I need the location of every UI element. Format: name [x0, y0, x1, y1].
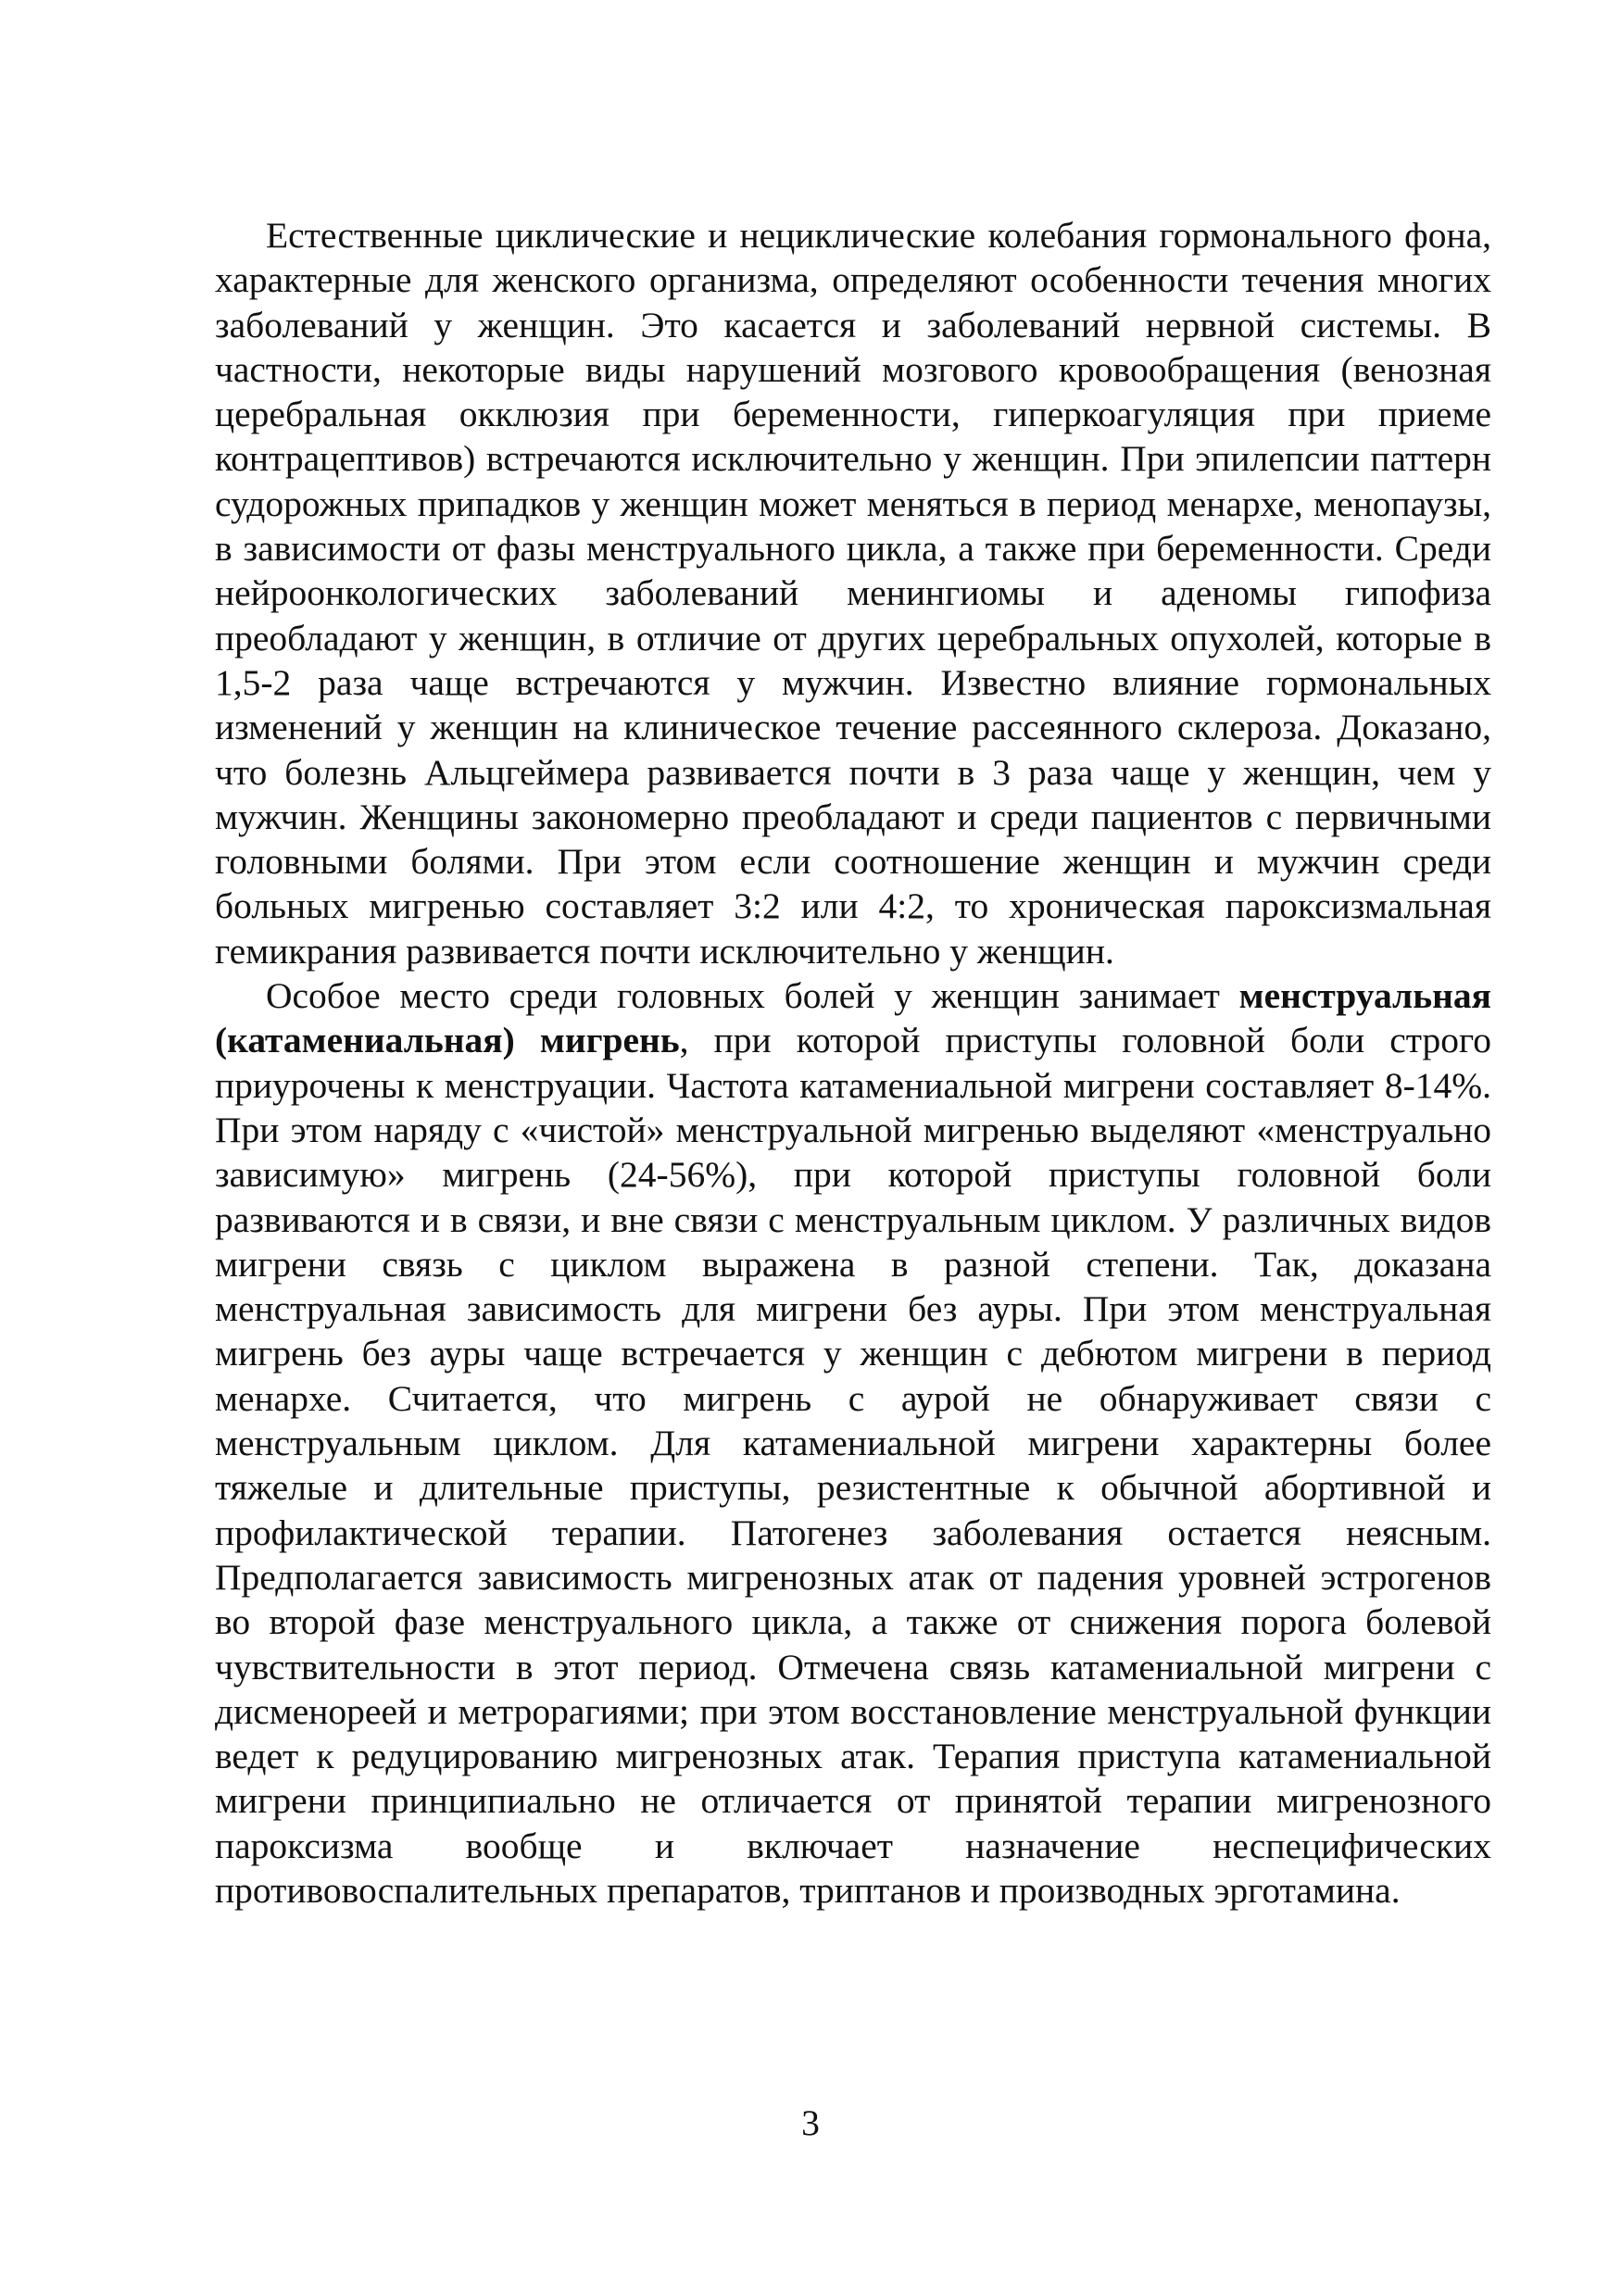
page-number: 3 [801, 2102, 820, 2143]
paragraph-2-rest: , при которой приступы головной боли строго приурочены к менструации. Частота катамениальной мигрени составляет 8-14%. При этом наряду с «чистой» менструальной мигренью выделяют «менструально зависимую» мигрень (24-56%), при которой приступы головной боли развиваются и в связи, и вне связи с менструальным циклом. У различных видов мигрени связь с циклом выражена в разной степени. Так, доказана менструальная зависимость для мигрени без ауры. При этом менструальная мигрень без ауры чаще встречается у женщин с дебютом мигрени в период менархе. Считается, что мигрень с аурой не обнаруживает связи с менструальным циклом. Для катамениальной мигрени характерны более тяжелые и длительные приступы, резистентные к обычной абортивной и профилактической терапии. Патогенез заболевания остается неясным. Предполагается зависимость мигренозных атак от падения уровней эстрогенов во второй фазе менструального цикла, а также от снижения порога болевой чувствительности в этот период. Отмечена связь катамениальной мигрени с дисменореей и метрорагиями; при этом восстановление менструальной функции ведет к редуцированию мигренозных атак. Терапия приступа катамениальной мигрени принципиально не отличается от принятой терапии мигренозного пароксизма вообще и включает назначение неспецифических противовоспалительных препаратов, триптанов и производных эрготамина. [215, 1020, 1491, 1911]
paragraph-2 [215, 973, 1491, 1913]
body-text [215, 213, 1491, 1913]
paragraph-1-text: Естественные циклические и нециклические колебания гормонального фона, характерные для женского организма, определяют особенности течения многих заболеваний у женщин. Это касается и заболеваний нервной системы. В частности, некоторые виды нарушений мозгового кровообращения (венозная церебральная окклюзия при беременности, гиперкоагуляция при приеме контрацептивов) встречаются исключительно у женщин. При эпилепсии паттерн судорожных припадков у женщин может меняться в период менархе, менопаузы, в зависимости от фазы менструального цикла, а также при беременности. Среди нейроонкологических заболеваний менингиомы и аденомы гипофиза преобладают у женщин, в отличие от других церебральных опухолей, которые в 1,5-2 раза чаще встречаются у мужчин. Известно влияние гормональных изменений у женщин на клиническое течение рассеянного склероза. Доказано, что болезнь Альцгеймера развивается почти в 3 раза чаще у женщин, чем у мужчин. Женщины закономерно преобладают и среди пациентов с первичными головными болями. При этом если соотношение женщин и мужчин среди больных мигренью составляет 3:2 или 4:2, то хроническая пароксизмальная гемикрания развивается почти исключительно у женщин. [215, 215, 1491, 972]
paragraph-2-intro: Особое место среди головных болей у женщин занимает [266, 975, 1239, 1017]
bold-term: менструальная (катамениальная) мигрень [215, 975, 1491, 1061]
paragraph-1 [215, 213, 1491, 973]
